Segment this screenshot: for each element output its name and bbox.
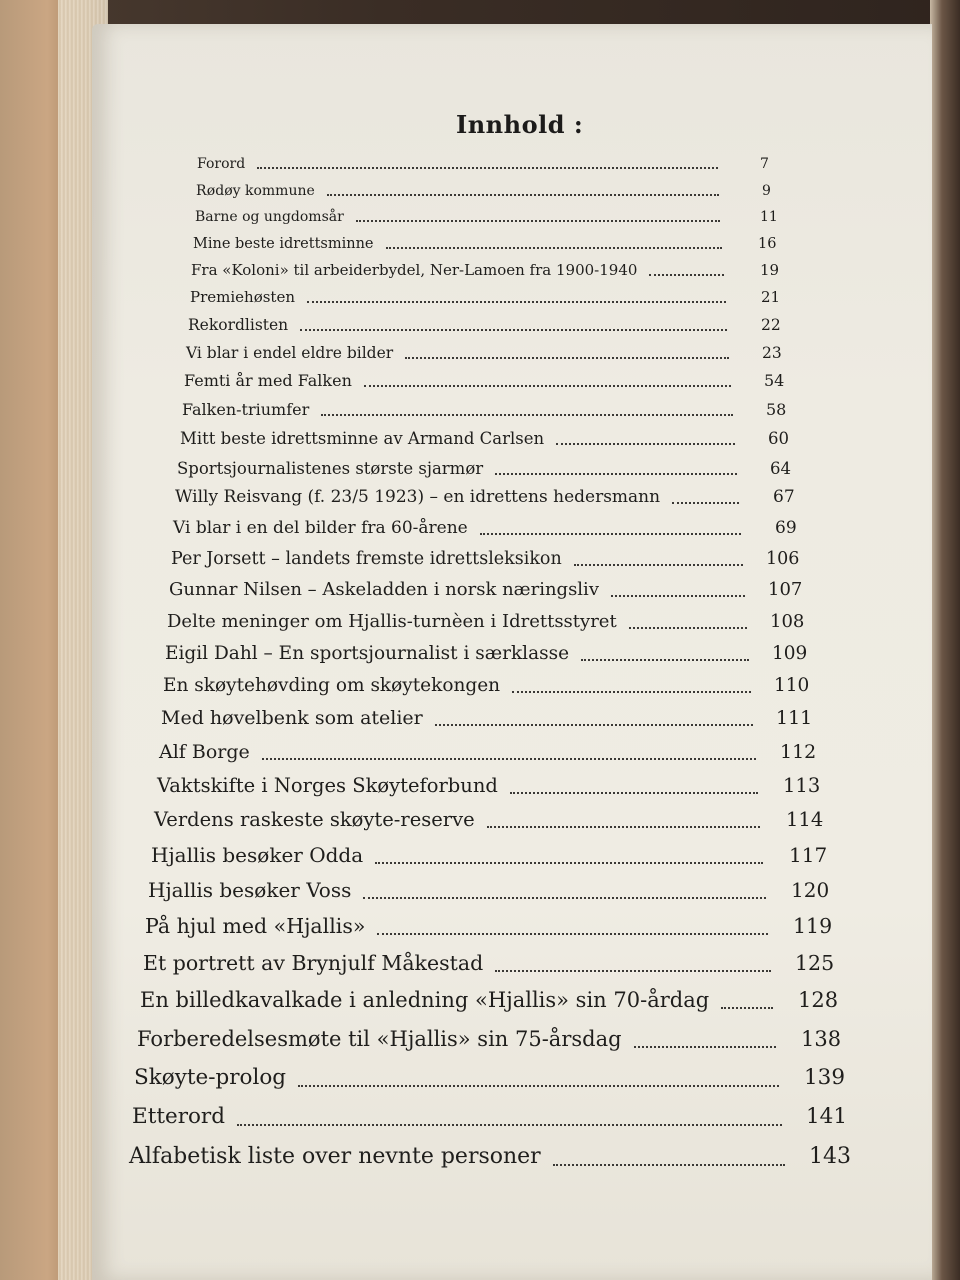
toc-entry-title: Rekordlisten bbox=[188, 316, 289, 334]
toc-entry-page: 54 bbox=[764, 371, 785, 390]
toc-entry-page: 9 bbox=[762, 183, 771, 199]
toc-entry bbox=[145, 914, 833, 944]
toc-entry bbox=[190, 282, 801, 312]
toc-dot-leader bbox=[672, 502, 739, 504]
toc-entry-title: Falken-triumfer bbox=[182, 400, 310, 419]
toc-entry-title: Premiehøsten bbox=[190, 288, 295, 306]
toc-entry-page: 107 bbox=[768, 579, 803, 600]
toc-entry-page: 69 bbox=[775, 518, 797, 538]
toc-entry bbox=[195, 201, 800, 231]
toc-entry bbox=[171, 545, 806, 575]
toc-entry-page: 113 bbox=[783, 774, 821, 797]
toc-entry bbox=[173, 514, 815, 544]
toc-entry-page: 19 bbox=[760, 261, 780, 279]
toc-dot-leader bbox=[556, 443, 735, 445]
toc-entry bbox=[132, 1105, 846, 1135]
page-title: Innhold : bbox=[456, 110, 584, 139]
toc-entry-title: En billedkavalkade i anledning «Hjallis» sin 70-årdag bbox=[140, 988, 710, 1012]
toc-entry-title: Fra «Koloni» til arbeiderbydel, Ner-Lamoen fra 1900-1940 bbox=[191, 261, 638, 279]
toc-entry bbox=[154, 807, 826, 837]
toc-entry-title: Femti år med Falken bbox=[184, 371, 352, 390]
toc-dot-leader bbox=[375, 862, 763, 864]
book-right-edge bbox=[930, 0, 960, 1280]
toc-entry-title: Mine beste idrettsminne bbox=[193, 236, 374, 252]
toc-entry bbox=[129, 1145, 849, 1175]
toc-entry-page: 111 bbox=[776, 707, 813, 729]
toc-dot-leader bbox=[629, 627, 747, 629]
toc-entry bbox=[165, 640, 812, 670]
toc-entry-page: 21 bbox=[761, 288, 781, 306]
toc-entry-page: 108 bbox=[770, 611, 805, 632]
toc-entry-page: 143 bbox=[809, 1144, 851, 1169]
toc-entry bbox=[159, 739, 820, 769]
toc-entry-title: Et portrett av Brynjulf Måkestad bbox=[143, 951, 484, 975]
toc-entry-title: Barne og ungdomsår bbox=[195, 209, 344, 225]
toc-entry-title: Verdens raskeste skøyte-reserve bbox=[154, 808, 475, 831]
toc-entry-title: Vaktskifte i Norges Skøyteforbund bbox=[157, 774, 498, 797]
toc-entry-title: En skøytehøvding om skøytekongen bbox=[163, 675, 501, 696]
toc-dot-leader bbox=[377, 933, 768, 935]
toc-dot-leader bbox=[721, 1007, 773, 1009]
toc-entry bbox=[191, 255, 800, 285]
toc-dot-leader bbox=[510, 792, 758, 794]
toc-dot-leader bbox=[405, 357, 729, 359]
toc-entry-page: 67 bbox=[773, 487, 795, 507]
toc-dot-leader bbox=[435, 724, 753, 726]
toc-dot-leader bbox=[363, 897, 766, 899]
toc-dot-leader bbox=[581, 659, 749, 661]
toc-dot-leader bbox=[495, 473, 737, 475]
toc-dot-leader bbox=[386, 247, 722, 249]
toc-entry-title: Med høvelbenk som atelier bbox=[161, 707, 423, 729]
toc-entry bbox=[151, 843, 829, 873]
toc-dot-leader bbox=[298, 1085, 779, 1087]
toc-entry bbox=[175, 483, 813, 513]
toc-entry-page: 11 bbox=[760, 209, 778, 225]
toc-entry-title: Eigil Dahl – En sportsjournalist i særklasse bbox=[165, 643, 570, 664]
toc-entry-page: 119 bbox=[793, 914, 833, 938]
toc-dot-leader bbox=[649, 274, 724, 276]
toc-dot-leader bbox=[321, 414, 733, 416]
toc-entry-page: 114 bbox=[786, 808, 824, 831]
toc-entry bbox=[180, 424, 808, 454]
toc-entry-page: 139 bbox=[804, 1065, 846, 1090]
toc-entry-title: Hjallis besøker Odda bbox=[151, 843, 364, 867]
toc-entry bbox=[143, 951, 835, 981]
toc-entry bbox=[193, 228, 798, 258]
toc-dot-leader bbox=[327, 194, 719, 196]
toc-entry-title: Etterord bbox=[132, 1104, 225, 1129]
toc-entry-title: Mitt beste idrettsminne av Armand Carlsen bbox=[180, 429, 545, 448]
toc-dot-leader bbox=[553, 1164, 785, 1166]
toc-dot-leader bbox=[480, 533, 741, 535]
toc-entry-page: 60 bbox=[768, 429, 789, 448]
toc-entry bbox=[197, 148, 800, 178]
toc-entry-page: 7 bbox=[760, 156, 769, 172]
toc-entry-title: Vi blar i en del bilder fra 60-årene bbox=[173, 518, 468, 538]
toc-entry-title: Forord bbox=[197, 156, 246, 172]
toc-entry-title: Vi blar i endel eldre bilder bbox=[186, 344, 394, 362]
toc-entry-title: Skøyte-prolog bbox=[134, 1065, 287, 1090]
toc-entry-title: Forberedelsesmøte til «Hjallis» sin 75-årsdag bbox=[137, 1027, 622, 1051]
toc-dot-leader bbox=[237, 1124, 782, 1126]
toc-dot-leader bbox=[634, 1046, 776, 1048]
toc-entry-page: 23 bbox=[762, 344, 782, 362]
toc-dot-leader bbox=[356, 220, 720, 222]
toc-entry-title: Gunnar Nilsen – Askeladden i norsk næringsliv bbox=[169, 579, 599, 600]
toc-entry-page: 58 bbox=[766, 400, 787, 419]
toc-entry bbox=[137, 1027, 841, 1057]
toc-entry bbox=[169, 576, 808, 606]
toc-dot-leader bbox=[257, 167, 718, 169]
toc-entry-title: Delte meninger om Hjallis-turnèen i Idrettsstyret bbox=[167, 611, 617, 632]
toc-entry-page: 138 bbox=[801, 1027, 842, 1051]
toc-entry-page: 117 bbox=[789, 843, 828, 867]
toc-entry-page: 128 bbox=[798, 988, 839, 1012]
toc-entry-title: Alfabetisk liste over nevnte personer bbox=[129, 1144, 541, 1169]
toc-entry-page: 112 bbox=[780, 741, 817, 763]
toc-entry-title: Rødøy kommune bbox=[196, 183, 315, 199]
toc-dot-leader bbox=[307, 301, 726, 303]
toc-entry-page: 120 bbox=[791, 878, 830, 902]
toc-dot-leader bbox=[574, 564, 743, 566]
toc-entry-title: Per Jorsett – landets fremste idrettsleksikon bbox=[171, 549, 562, 569]
toc-entry bbox=[184, 366, 804, 396]
toc-entry bbox=[163, 672, 814, 702]
toc-dot-leader bbox=[364, 385, 731, 387]
toc-entry-page: 16 bbox=[758, 236, 777, 252]
toc-dot-leader bbox=[512, 691, 751, 693]
toc-entry bbox=[177, 454, 810, 484]
toc-entry-page: 64 bbox=[770, 459, 791, 478]
toc-entry-page: 110 bbox=[774, 675, 810, 696]
toc-dot-leader bbox=[300, 329, 727, 331]
toc-entry bbox=[182, 395, 806, 425]
toc-entry bbox=[134, 1066, 844, 1096]
toc-entry-title: Hjallis besøker Voss bbox=[148, 878, 352, 902]
toc-entry-page: 106 bbox=[766, 549, 800, 569]
toc-entry-page: 22 bbox=[761, 316, 781, 334]
toc-entry-title: Sportsjournalistenes største sjarmør bbox=[177, 459, 484, 478]
toc-dot-leader bbox=[487, 826, 760, 828]
toc-entry bbox=[140, 988, 838, 1018]
toc-entry-title: Willy Reisvang (f. 23/5 1923) – en idrettens hedersmann bbox=[175, 487, 661, 507]
toc-dot-leader bbox=[611, 595, 745, 597]
toc-entry bbox=[148, 878, 831, 908]
toc-entry bbox=[157, 773, 823, 803]
toc-entry bbox=[188, 310, 801, 340]
toc-entry-title: Alf Borge bbox=[159, 741, 250, 763]
toc-dot-leader bbox=[262, 758, 756, 760]
toc-entry bbox=[167, 608, 810, 638]
toc-entry-page: 141 bbox=[806, 1104, 848, 1129]
toc-entry bbox=[186, 338, 802, 368]
toc-entry-title: På hjul med «Hjallis» bbox=[145, 914, 366, 938]
toc-entry-page: 125 bbox=[795, 951, 835, 975]
toc-entry bbox=[161, 705, 816, 735]
toc-entry-page: 109 bbox=[772, 643, 808, 664]
toc-dot-leader bbox=[495, 970, 771, 972]
